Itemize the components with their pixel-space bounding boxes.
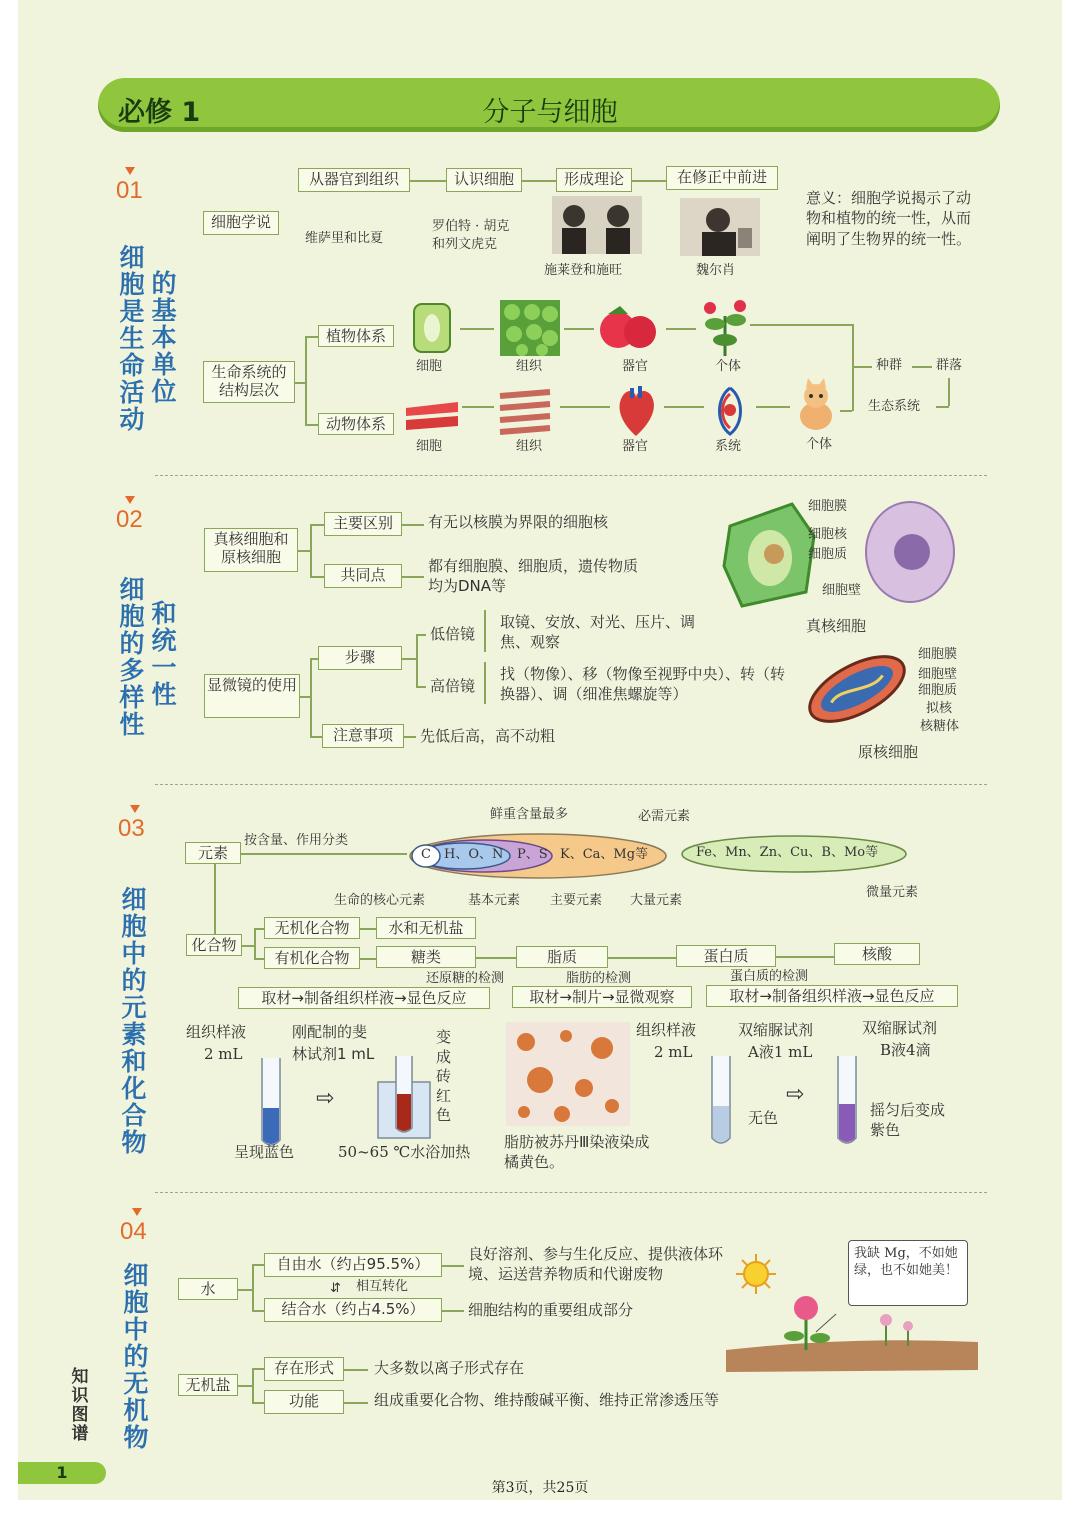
page-indicator: 第3页，共25页 — [491, 1480, 589, 1496]
arrow-line — [756, 406, 790, 408]
pro-caption: 原核细胞 — [858, 743, 919, 761]
connector — [242, 945, 254, 947]
essential-label: 必需元素 — [638, 809, 691, 824]
connector — [476, 957, 516, 959]
arrow-line — [462, 406, 494, 408]
bracket-line — [252, 1368, 254, 1402]
connector — [442, 1310, 464, 1312]
difference-text: 有无以核膜为界限的细胞核 — [428, 513, 609, 531]
test-flow-box: 取材→制备组织样液→显色反应 — [706, 985, 958, 1007]
connector — [442, 1265, 464, 1267]
connector — [608, 957, 676, 959]
connector — [344, 1402, 368, 1404]
arrow-icon: ⇨ — [316, 1086, 335, 1111]
circulatory-system-icon — [708, 384, 752, 438]
arrow-line — [912, 366, 932, 368]
connector — [402, 524, 424, 526]
connector — [241, 853, 407, 855]
strawberry-organ-icon — [598, 302, 660, 354]
low-power-steps: 取镜、安放、对光、压片、调焦、观察 — [500, 613, 696, 652]
section-number: 02 — [116, 506, 143, 533]
connector — [310, 576, 324, 578]
section-title: 细 胞 中 的 元 素 和 化 合 物 — [121, 885, 147, 1157]
high-power-steps: 找（物像）、移（物像至视野中央）、转（转换器）、调（细准焦螺旋等） — [500, 665, 786, 704]
cell-theory-meaning: 意义：细胞学说揭示了动物和植物的统一性，从而阐明了生物界的统一性。 — [806, 189, 972, 248]
common-point-text: 都有细胞膜、细胞质，遗传物质均为DNA等 — [428, 557, 639, 596]
notes-box: 注意事项 — [322, 724, 404, 748]
plant-level-label: 细胞 — [416, 359, 443, 374]
speech-bubble-text: 我缺 Mg，不如她绿，也不如她美！ — [854, 1246, 959, 1278]
bracket-line — [416, 634, 418, 686]
connector — [632, 180, 666, 182]
free-water-box: 自由水（约占95.5%） — [264, 1253, 442, 1277]
bracket-line — [310, 524, 312, 576]
test-label: 脂肪的检测 — [566, 971, 632, 986]
bracket-line — [310, 658, 312, 736]
pro-label: 核糖体 — [920, 719, 960, 734]
inorganic-salt-box: 无机盐 — [178, 1374, 238, 1396]
bound-water-box: 结合水（约占4.5%） — [264, 1298, 442, 1322]
animal-level-label: 组织 — [516, 439, 543, 454]
plant-level-label: 器官 — [622, 359, 649, 374]
euk-caption: 真核细胞 — [806, 617, 867, 635]
heart-organ-icon — [614, 384, 658, 438]
test-flow-box: 取材→制备组织样液→显色反应 — [238, 987, 490, 1009]
footer-area — [0, 1500, 1080, 1527]
population-label: 种群 — [876, 358, 903, 373]
cat-individual-icon — [794, 378, 840, 434]
ecosystem-label: 生态系统 — [868, 399, 921, 414]
connector — [360, 928, 376, 930]
purple-result-label: 摇匀后变成紫色 — [870, 1101, 946, 1140]
arrow-line — [666, 328, 696, 330]
section-divider — [155, 784, 987, 785]
page-title: 分子与细胞 — [482, 97, 618, 128]
element-category-label: 大量元素 — [630, 893, 683, 908]
blue-result-label: 呈现蓝色 — [234, 1143, 295, 1161]
pro-label: 拟核 — [926, 701, 953, 716]
step-box: 认识细胞 — [446, 168, 522, 192]
section-title-part-b: 和 统 一 性 — [151, 599, 177, 709]
life-system-box: 生命系统的结构层次 — [203, 361, 295, 403]
water-bath-icon — [376, 1052, 432, 1140]
connector — [948, 378, 950, 406]
biuret-a-label: 双缩脲试剂 — [738, 1021, 814, 1039]
connector — [410, 180, 446, 182]
section-title: 细 胞 中 的 无 机 物 — [123, 1261, 149, 1452]
section-marker-icon — [125, 496, 135, 504]
connector — [252, 1264, 264, 1266]
organic-item-box: 脂质 — [516, 946, 608, 968]
animal-level-label: 系统 — [715, 439, 742, 454]
plant-level-label: 个体 — [715, 359, 742, 374]
element-category-label: 生命的核心元素 — [334, 893, 426, 908]
organic-item-box: 糖类 — [376, 946, 476, 968]
bracket-line — [852, 324, 854, 411]
water-box: 水 — [178, 1278, 238, 1300]
arrow-line — [560, 406, 610, 408]
plant-tissue-icon — [500, 300, 560, 356]
connector — [254, 928, 264, 930]
organic-item-box: 核酸 — [834, 943, 920, 965]
portrait-schleiden-schwann-icon — [552, 196, 642, 254]
section-marker-icon — [130, 805, 140, 813]
bound-water-function: 细胞结构的重要组成部分 — [468, 1301, 634, 1319]
colorless-label: 无色 — [748, 1109, 779, 1127]
connector — [776, 956, 834, 958]
connector — [305, 336, 318, 338]
euk-label: 细胞壁 — [822, 583, 862, 598]
main-elements: P、S — [517, 847, 548, 862]
mutual-conversion-label: 相互转化 — [356, 1279, 409, 1294]
heating-label: 50~65 ℃水浴加热 — [338, 1143, 471, 1161]
function-text: 组成重要化合物、维持酸碱平衡、维持正常渗透压等 — [374, 1391, 720, 1409]
bracket-line — [484, 662, 486, 704]
organic-compound-box: 有机化合物 — [264, 947, 360, 969]
test-flow-box: 取材→制片→显微观察 — [512, 986, 692, 1008]
connector — [750, 324, 852, 326]
connector — [936, 406, 949, 408]
arrow-line — [664, 406, 704, 408]
scientist-label: 魏尔肖 — [696, 263, 736, 278]
test-label: 蛋白质的检测 — [730, 969, 809, 984]
plant-cell-icon — [408, 300, 456, 356]
connector — [852, 366, 872, 368]
fat-test-caption: 脂肪被苏丹Ⅲ染液染成橘黄色。 — [504, 1133, 650, 1172]
existence-form-text: 大多数以离子形式存在 — [374, 1359, 525, 1377]
section-number: 01 — [116, 177, 143, 204]
community-label: 群落 — [936, 358, 963, 373]
connector — [298, 550, 310, 552]
pro-label: 细胞壁 — [918, 667, 958, 682]
protein-sample-label: 组织样液 — [636, 1021, 697, 1039]
protein-sample-volume: 2 mL — [654, 1043, 693, 1061]
sugar-sample-volume: 2 mL — [204, 1045, 243, 1063]
plants-soil-icon — [726, 1280, 978, 1374]
connector — [254, 958, 264, 960]
main-difference-box: 主要区别 — [324, 512, 402, 536]
animal-level-label: 个体 — [806, 437, 833, 452]
element-category-label: 主要元素 — [550, 893, 603, 908]
connector — [310, 658, 318, 660]
plant-level-label: 组织 — [516, 359, 543, 374]
connector — [404, 736, 416, 738]
basic-elements: H、O、N — [444, 847, 504, 862]
inorganic-compound-box: 无机化合物 — [264, 917, 360, 939]
animal-system-box: 动物体系 — [318, 413, 394, 435]
section-number: 04 — [120, 1218, 147, 1245]
micro-elements: Fe、Mn、Zn、Cu、B、Mo等 — [696, 845, 879, 860]
brick-red-label: 变成砖红色 — [436, 1028, 452, 1124]
biuret-b-label: 双缩脲试剂 — [862, 1019, 938, 1037]
fehling-label: 刚配制的斐 — [292, 1023, 368, 1041]
arrow-icon: ⇨ — [786, 1082, 805, 1107]
connector — [252, 1310, 264, 1312]
section-divider — [155, 475, 987, 476]
element-box: 元素 — [185, 842, 241, 864]
connector — [310, 736, 322, 738]
connector — [402, 658, 416, 660]
fehling-volume: 林试剂1 mL — [292, 1045, 375, 1063]
organic-item-box: 蛋白质 — [676, 945, 776, 967]
connector — [402, 576, 424, 578]
section-title-part-a: 细 胞 的 多 样 性 — [119, 575, 145, 739]
scientist-label: 施莱登和施旺 — [544, 263, 623, 278]
muscle-tissue-icon — [496, 388, 554, 438]
arrow-line — [564, 328, 594, 330]
bracket-line — [484, 610, 486, 652]
section-title-part-b: 的 基 本 单 位 — [151, 269, 177, 406]
page-number: 1 — [18, 1462, 106, 1484]
compound-box: 化合物 — [186, 934, 242, 956]
step-box: 在修正中前进 — [666, 166, 778, 190]
connector — [840, 410, 852, 412]
section-divider — [155, 1192, 987, 1193]
euk-label: 细胞质 — [808, 547, 848, 562]
connector — [252, 1402, 264, 1404]
connector — [305, 424, 318, 426]
function-box: 功能 — [264, 1390, 344, 1414]
test-tube-clear-icon — [706, 1046, 736, 1150]
core-element: C — [421, 847, 431, 862]
connector — [214, 864, 216, 934]
existence-form-box: 存在形式 — [264, 1357, 344, 1381]
fat-micrograph-icon — [506, 1022, 630, 1126]
mutual-conversion-icon: ⇵ — [330, 1281, 341, 1296]
section-marker-icon — [125, 167, 135, 175]
connector — [310, 524, 324, 526]
pro-label: 细胞质 — [918, 683, 958, 698]
low-power-label: 低倍镜 — [430, 625, 476, 643]
notes-text: 先低后高，高不动粗 — [420, 727, 556, 745]
connector — [295, 382, 305, 384]
prokaryotic-cell-icon — [798, 646, 916, 732]
connector — [416, 634, 426, 636]
common-point-box: 共同点 — [324, 564, 402, 588]
module-label: 必修 1 — [118, 97, 201, 128]
connector — [252, 1368, 264, 1370]
strawberry-plant-icon — [700, 296, 750, 356]
microscope-use-box: 显微镜的使用 — [204, 674, 300, 718]
test-tube-purple-icon — [832, 1046, 862, 1150]
connector — [360, 958, 376, 960]
connector — [522, 180, 556, 182]
cell-theory-box: 细胞学说 — [203, 211, 279, 235]
bracket-line — [254, 928, 256, 958]
euk-label: 细胞核 — [808, 527, 848, 542]
element-category-label: 微量元素 — [866, 885, 919, 900]
connector — [300, 696, 310, 698]
animal-level-label: 细胞 — [416, 439, 443, 454]
section-number: 03 — [118, 815, 145, 842]
step-box: 形成理论 — [556, 168, 632, 192]
test-label: 还原糖的检测 — [426, 971, 505, 986]
side-label: 知识图谱 — [71, 1367, 89, 1444]
biuret-b-volume: B液4滴 — [880, 1041, 931, 1059]
connector — [238, 1385, 252, 1387]
free-water-function: 良好溶剂、参与生化反应、提供液体环境、运送营养物质和代谢废物 — [468, 1245, 724, 1284]
steps-box: 步骤 — [318, 646, 402, 670]
fresh-weight-label: 鲜重含量最多 — [490, 807, 569, 822]
macro-elements: K、Ca、Mg等 — [560, 847, 649, 862]
section-title-part-a: 细 胞 是 生 命 活 动 — [119, 243, 145, 434]
element-category-label: 基本元素 — [468, 893, 521, 908]
connector — [416, 686, 426, 688]
water-salt-box: 水和无机盐 — [376, 917, 476, 939]
euk-pro-box: 真核细胞和原核细胞 — [204, 528, 298, 572]
animal-level-label: 器官 — [622, 439, 649, 454]
pro-label: 细胞膜 — [918, 647, 958, 662]
arrow-line — [460, 328, 494, 330]
connector — [238, 1289, 252, 1291]
sugar-sample-label: 组织样液 — [186, 1023, 247, 1041]
bracket-line — [305, 336, 307, 424]
scientist-label: 维萨里和比夏 — [305, 231, 384, 246]
connector — [344, 1369, 368, 1371]
section-marker-icon — [132, 1208, 142, 1216]
portrait-virchow-icon — [680, 198, 760, 256]
element-classification-text: 按含量、作用分类 — [244, 833, 349, 848]
test-tube-blue-icon — [256, 1048, 286, 1152]
scientist-label: 罗伯特 · 胡克 和列文虎克 — [432, 219, 510, 252]
step-box: 从器官到组织 — [298, 168, 410, 192]
biuret-a-volume: A液1 mL — [748, 1043, 813, 1061]
bracket-line — [252, 1264, 254, 1310]
muscle-cell-icon — [404, 398, 460, 432]
high-power-label: 高倍镜 — [430, 677, 476, 695]
plant-system-box: 植物体系 — [318, 325, 394, 347]
euk-label: 细胞膜 — [808, 499, 848, 514]
